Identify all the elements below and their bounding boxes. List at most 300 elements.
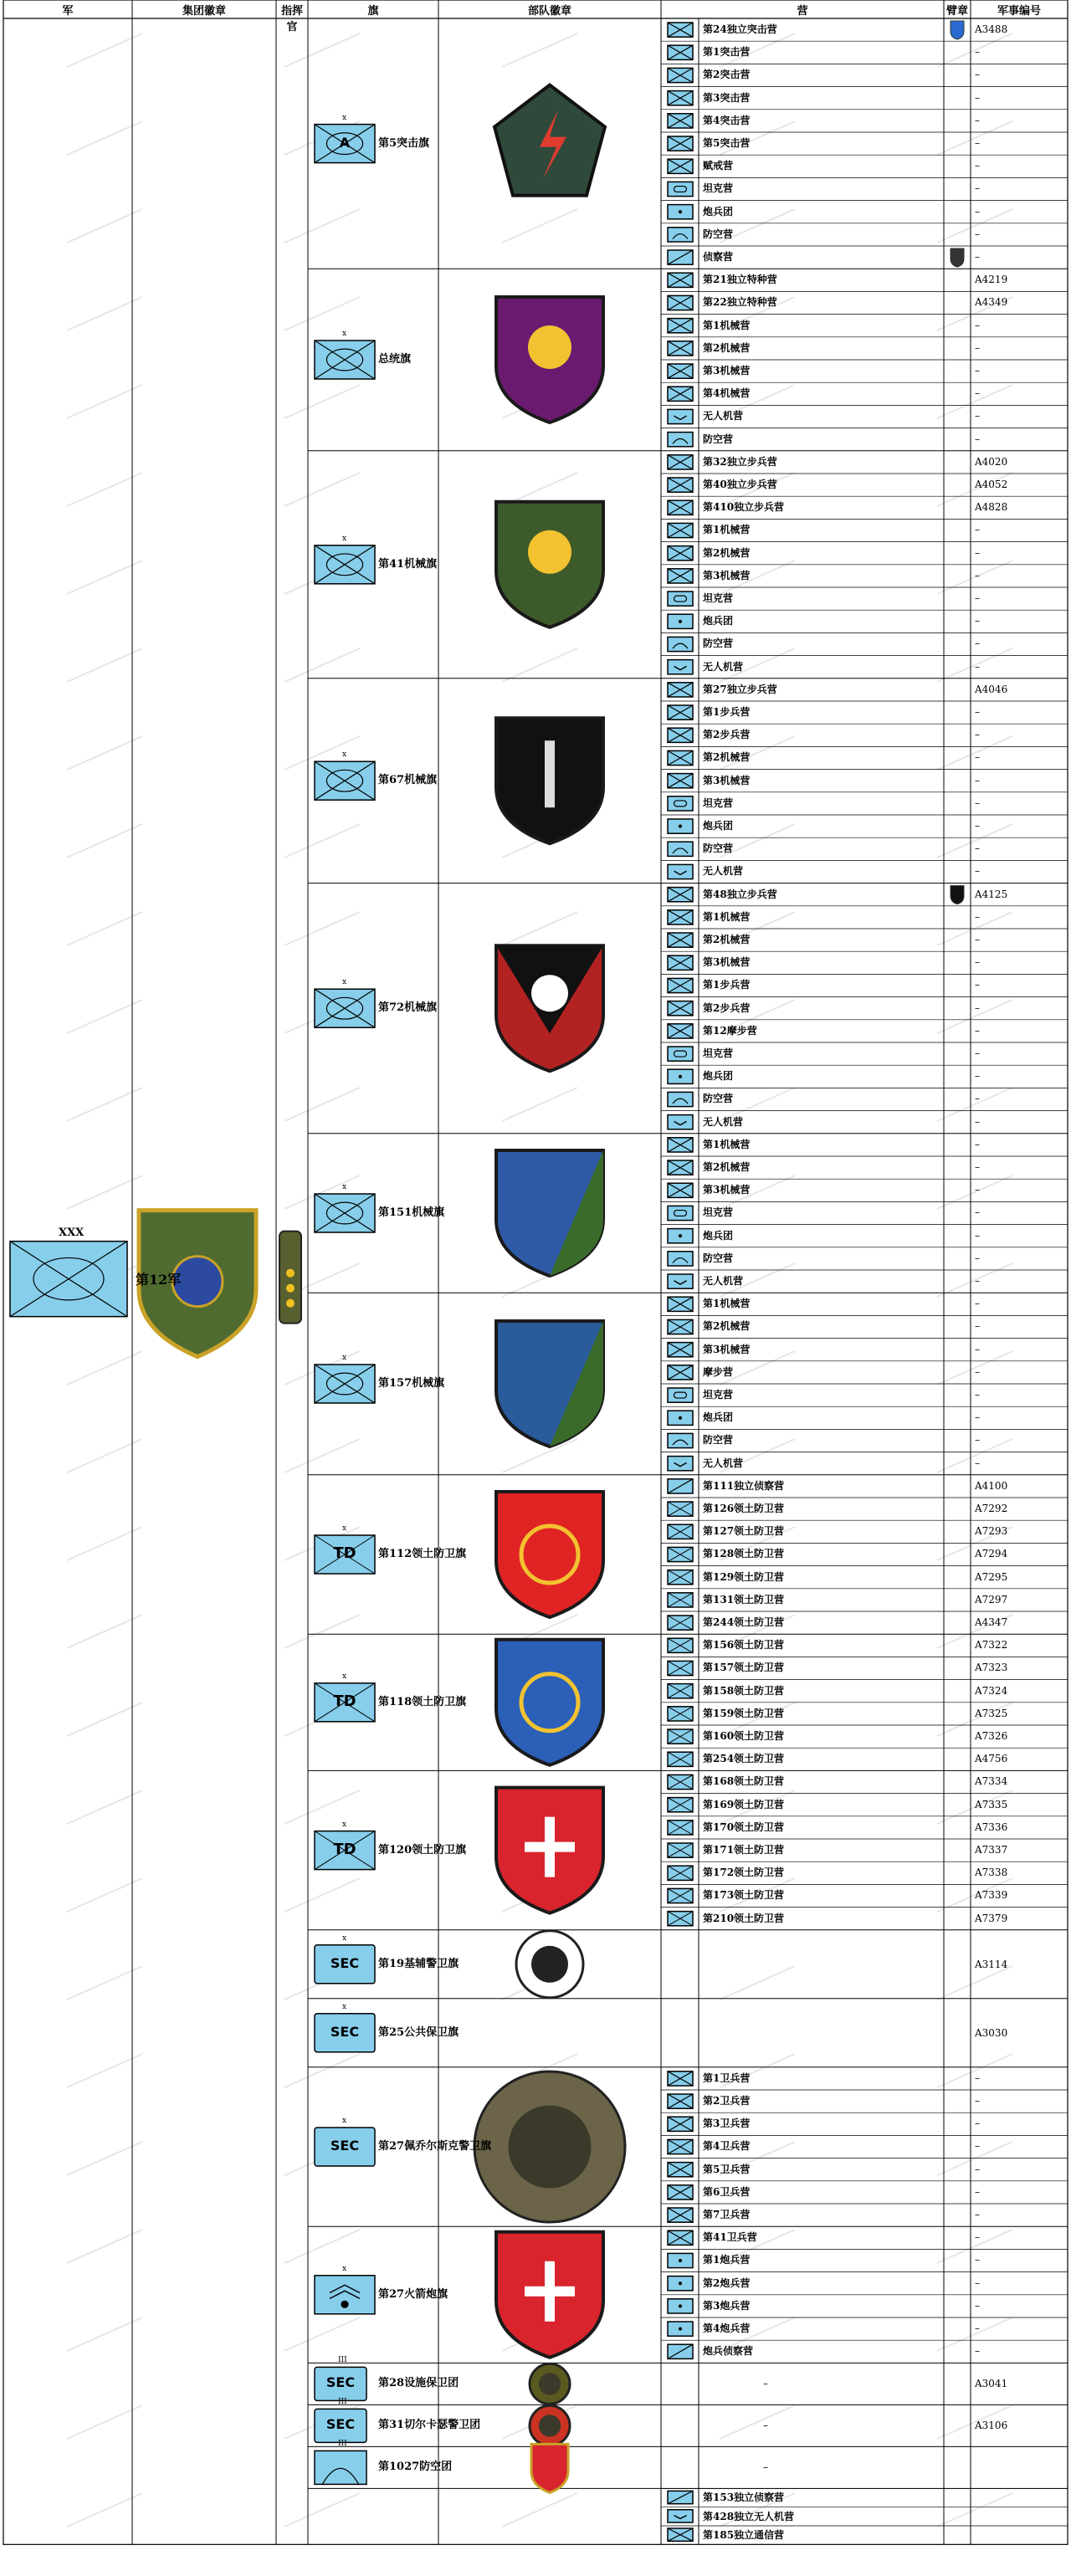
battalion-mil-id: – bbox=[975, 2072, 980, 2084]
brigade-echelon: III bbox=[338, 2398, 347, 2407]
battalion-mil-id: A7379 bbox=[975, 1912, 1008, 1924]
battalion-name: 赋戒营 bbox=[703, 160, 734, 172]
battalion-mil-id: – bbox=[975, 660, 980, 673]
battalion-name: 第1机械营 bbox=[703, 910, 751, 923]
watermark-mark bbox=[284, 648, 360, 682]
brigade-symbol-label: TD bbox=[333, 1840, 356, 1858]
battalion-mil-id: A7326 bbox=[975, 1730, 1008, 1742]
brigade-mil-id: A3106 bbox=[975, 2420, 1008, 2432]
brigade-name: 第41机械旗 bbox=[378, 557, 438, 571]
battalion-name: 第157领土防卫营 bbox=[703, 1662, 785, 1674]
battalion-mil-id: – bbox=[975, 410, 980, 423]
brigade-echelon: x bbox=[342, 1672, 347, 1681]
battalion-mil-id: – bbox=[975, 910, 980, 923]
brigade-echelon: x bbox=[342, 2117, 347, 2125]
watermark-mark bbox=[284, 1615, 360, 1648]
army-name: 第12军 bbox=[136, 1271, 182, 1288]
battalion-mil-id: – bbox=[975, 1229, 980, 1242]
watermark-mark bbox=[502, 1088, 577, 1121]
battalion-name: 第2炮兵营 bbox=[703, 2276, 751, 2289]
watermark-mark bbox=[67, 648, 142, 682]
battalion-mil-id: – bbox=[975, 341, 980, 354]
brigade-name: 第25公共保卫旗 bbox=[378, 2025, 459, 2039]
battalion-mil-id: A4100 bbox=[975, 1479, 1008, 1492]
watermark-mark bbox=[284, 385, 360, 418]
battalion-mil-id: – bbox=[975, 365, 980, 376]
watermark-mark bbox=[67, 385, 142, 418]
battalion-name: 第111独立侦察营 bbox=[703, 1479, 785, 1492]
watermark-mark bbox=[67, 2405, 142, 2439]
battalion-name: 第254领土防卫营 bbox=[703, 1753, 785, 1765]
battalion-name: 坦克营 bbox=[703, 1047, 734, 1059]
brigade-echelon: x bbox=[342, 978, 347, 987]
battalion-icon bbox=[668, 433, 693, 447]
battalion-name: 第2卫兵营 bbox=[703, 2095, 751, 2107]
watermark-mark bbox=[502, 912, 577, 945]
watermark-mark bbox=[67, 736, 142, 770]
watermark-mark bbox=[284, 473, 360, 506]
battalion-mil-id: A7325 bbox=[975, 1707, 1008, 1719]
battalion-name: 第160领土防卫营 bbox=[703, 1730, 785, 1742]
battalion-mil-id: – bbox=[975, 1024, 980, 1037]
watermark-mark bbox=[284, 912, 360, 945]
watermark-mark bbox=[67, 1878, 142, 1912]
battalion-name: 第12摩步营 bbox=[703, 1024, 757, 1037]
battalion-name: 防空营 bbox=[703, 1434, 734, 1447]
battalion-mil-id: A4347 bbox=[975, 1616, 1008, 1628]
battalion-mil-id: A4756 bbox=[975, 1753, 1008, 1765]
battalion-icon bbox=[668, 409, 693, 423]
battalion-mil-id: – bbox=[975, 979, 980, 991]
brigade-echelon: x bbox=[342, 1183, 347, 1191]
battalion-mil-id: – bbox=[975, 228, 980, 240]
battalion-icon bbox=[668, 1206, 693, 1220]
battalion-name: 第2机械营 bbox=[703, 341, 751, 354]
battalion-mil-id: A4349 bbox=[975, 296, 1008, 309]
battalion-mil-id: A4046 bbox=[975, 683, 1008, 695]
battalion-name: 第1机械营 bbox=[703, 1298, 751, 1310]
header-army: 军 bbox=[62, 5, 74, 18]
battalion-mil-id: – bbox=[975, 91, 980, 104]
battalion-mil-id: – bbox=[975, 2140, 980, 2153]
header-commander: 指挥官 bbox=[280, 5, 303, 33]
battalion-name: 第210领土防卫营 bbox=[703, 1912, 785, 1924]
battalion-icon bbox=[668, 1457, 693, 1471]
brigade-mil-id: A3030 bbox=[975, 2026, 1008, 2039]
battalion-name: 第27独立步兵营 bbox=[703, 683, 777, 695]
brigade-symbol bbox=[315, 2276, 375, 2314]
battalion-name: 第126领土防卫营 bbox=[703, 1503, 785, 1514]
watermark-mark bbox=[284, 2230, 360, 2263]
battalion-icon bbox=[668, 592, 693, 606]
brigade-mil-id: A3114 bbox=[975, 1958, 1008, 1970]
battalion-mil-id: – bbox=[975, 1115, 980, 1128]
battalion-name: 第2机械营 bbox=[703, 546, 751, 559]
battalion-name: 第5突击营 bbox=[703, 137, 751, 149]
battalion-name: 第159领土防卫营 bbox=[703, 1707, 785, 1719]
brigade-emblem bbox=[496, 1640, 603, 1765]
battalion-mil-id: – bbox=[975, 706, 980, 718]
battalion-mil-id: – bbox=[975, 569, 980, 581]
brigade-echelon: x bbox=[342, 1820, 347, 1829]
battalion-name: 无人机营 bbox=[703, 865, 744, 878]
brigade-echelon: III bbox=[338, 2356, 347, 2365]
watermark-mark bbox=[284, 824, 360, 858]
battalion-mil-id: A7295 bbox=[975, 1570, 1008, 1583]
battalion-name: 第3机械营 bbox=[703, 365, 751, 376]
battalion-mil-id: – bbox=[975, 433, 980, 445]
watermark-mark bbox=[67, 209, 142, 243]
battalion-patch bbox=[951, 886, 964, 904]
watermark-mark bbox=[67, 297, 142, 330]
battalion-mil-id: – bbox=[975, 615, 980, 627]
battalion-name: 第156领土防卫营 bbox=[703, 1639, 785, 1652]
battalion-name: 防空营 bbox=[703, 1093, 734, 1105]
battalion-name: 第2步兵营 bbox=[703, 1001, 751, 1014]
battalion-name: 炮兵团 bbox=[703, 1229, 734, 1242]
battalion-name: 第7卫兵营 bbox=[703, 2209, 751, 2220]
battalion-name: 第4炮兵营 bbox=[703, 2322, 751, 2334]
watermark-mark bbox=[284, 297, 360, 330]
battalion-mil-id: – bbox=[975, 2322, 980, 2334]
battalion-name: 第1机械营 bbox=[703, 1138, 751, 1150]
battalion-name: 无人机营 bbox=[703, 1115, 744, 1128]
brigade-symbol-label: TD bbox=[333, 1544, 356, 1562]
brigade-echelon: x bbox=[342, 750, 347, 760]
battalion-name: 第4突击营 bbox=[703, 114, 751, 126]
battalion-mil-id: – bbox=[975, 820, 980, 832]
brigade-name: 第19基辅警卫旗 bbox=[378, 1957, 459, 1970]
brigade-symbol-label: SEC bbox=[325, 2374, 356, 2391]
watermark-mark bbox=[67, 33, 142, 67]
battalion-name: 第3卫兵营 bbox=[703, 2118, 751, 2130]
watermark-mark bbox=[67, 1439, 142, 1472]
battalion-name: 第2步兵营 bbox=[703, 729, 751, 741]
watermark-mark bbox=[67, 1000, 142, 1033]
battalion-mil-id: – bbox=[975, 546, 980, 559]
watermark-mark bbox=[284, 1088, 360, 1121]
brigade-symbol bbox=[315, 2451, 366, 2484]
watermark-mark bbox=[284, 1439, 360, 1472]
battalion-name: 第41卫兵营 bbox=[703, 2231, 757, 2244]
battalion-name: 第2机械营 bbox=[703, 934, 751, 945]
battalion-mil-id: – bbox=[975, 251, 980, 263]
battalion-name: 炮兵团 bbox=[703, 1070, 734, 1083]
brigade-emblem bbox=[531, 2444, 568, 2492]
battalion-patch bbox=[951, 248, 964, 267]
brigade-name: 第151机械旗 bbox=[378, 1206, 445, 1219]
brigade-symbol-label: SEC bbox=[325, 2416, 356, 2433]
battalion-name: 坦克营 bbox=[703, 182, 734, 195]
watermark-mark bbox=[720, 1966, 795, 2000]
watermark-mark bbox=[284, 209, 360, 243]
extra-battalion-name: 第185独立通信营 bbox=[703, 2529, 785, 2541]
battalion-mil-id: – bbox=[975, 1434, 980, 1447]
brigade-echelon: x bbox=[342, 534, 347, 543]
battalion-name: 炮兵团 bbox=[703, 820, 734, 832]
battalion-mil-id: A4020 bbox=[975, 455, 1008, 468]
brigade-name: 第5突击旗 bbox=[378, 136, 430, 150]
watermark-mark bbox=[67, 824, 142, 858]
battalion-name: 第1突击营 bbox=[703, 46, 751, 59]
battalion-name: 第3机械营 bbox=[703, 1184, 751, 1196]
watermark-mark bbox=[67, 2230, 142, 2263]
battalion-name: 防空营 bbox=[703, 842, 734, 855]
watermark-mark bbox=[502, 209, 577, 243]
brigade-name: 第157机械旗 bbox=[378, 1377, 445, 1390]
watermark-mark bbox=[502, 648, 577, 682]
brigade-name: 第1027防空团 bbox=[378, 2461, 453, 2474]
battalion-mil-id: A7323 bbox=[975, 1662, 1008, 1674]
battalion-icon bbox=[668, 228, 693, 242]
watermark-mark bbox=[937, 2493, 1012, 2527]
watermark-mark bbox=[67, 473, 142, 506]
battalion-name: 炮兵侦察营 bbox=[703, 2345, 754, 2358]
battalion-name: 第4机械营 bbox=[703, 387, 751, 400]
battalion-mil-id: – bbox=[975, 865, 980, 878]
battalion-mil-id: – bbox=[975, 1161, 980, 1173]
battalion-name: 第410独立步兵营 bbox=[703, 501, 785, 514]
watermark-mark bbox=[937, 1966, 1012, 2000]
battalion-mil-id: – bbox=[975, 751, 980, 764]
battalion-mil-id: – bbox=[975, 319, 980, 331]
battalion-name: 无人机营 bbox=[703, 1275, 744, 1287]
army-echelon: XXX bbox=[59, 1226, 85, 1239]
brigade-name: 第67机械旗 bbox=[378, 774, 438, 787]
battalion-name: 第171领土防卫营 bbox=[703, 1844, 785, 1856]
battalion-name: 第22独立特种营 bbox=[703, 296, 777, 309]
watermark-mark bbox=[284, 1790, 360, 1824]
battalion-mil-id: – bbox=[975, 1070, 980, 1083]
battalion-mil-id: A7297 bbox=[975, 1593, 1008, 1606]
battalion-mil-id: – bbox=[975, 2276, 980, 2289]
battalion-name: 炮兵团 bbox=[703, 1411, 734, 1424]
battalion-mil-id: – bbox=[975, 842, 980, 855]
battalion-mil-id: A4828 bbox=[975, 501, 1008, 514]
battalion-name: 第32独立步兵营 bbox=[703, 455, 777, 468]
battalion-icon bbox=[668, 1115, 693, 1129]
battalion-name: 第3机械营 bbox=[703, 774, 751, 786]
battalion-mil-id: – bbox=[975, 934, 980, 945]
battalion-name: 侦察营 bbox=[703, 251, 734, 263]
battalion-mil-id: A7334 bbox=[975, 1775, 1008, 1788]
battalion-name: 第173领土防卫营 bbox=[703, 1889, 785, 1902]
battalion-name: 第21独立特种营 bbox=[703, 274, 777, 286]
battalion-name: 第3突击营 bbox=[703, 91, 751, 104]
battalion-icon bbox=[668, 1388, 693, 1402]
watermark-mark bbox=[284, 2317, 360, 2351]
brigade-battalion-placeholder: – bbox=[763, 2378, 768, 2390]
watermark-mark bbox=[67, 2142, 142, 2175]
battalion-mil-id: A7335 bbox=[975, 1798, 1008, 1810]
watermark-mark bbox=[67, 1351, 142, 1385]
battalion-mil-id: A7339 bbox=[975, 1889, 1008, 1902]
brigade-battalion-placeholder: – bbox=[763, 2461, 768, 2474]
battalion-mil-id: – bbox=[975, 46, 980, 59]
watermark-mark bbox=[720, 2405, 795, 2439]
battalion-mil-id: – bbox=[975, 729, 980, 741]
battalion-mil-id: – bbox=[975, 2345, 980, 2358]
battalion-name: 第1步兵营 bbox=[703, 706, 751, 718]
battalion-mil-id: – bbox=[975, 956, 980, 969]
brigade-echelon: x bbox=[342, 1354, 347, 1362]
battalion-name: 第2机械营 bbox=[703, 1161, 751, 1173]
battalion-mil-id: – bbox=[975, 1206, 980, 1219]
battalion-name: 第1机械营 bbox=[703, 319, 751, 331]
battalion-name: 第127领土防卫营 bbox=[703, 1525, 785, 1538]
brigade-symbol-label: A bbox=[339, 134, 351, 151]
brigade-echelon: x bbox=[342, 1524, 347, 1533]
battalion-name: 无人机营 bbox=[703, 410, 744, 423]
battalion-name: 第24独立突击营 bbox=[703, 23, 777, 35]
watermark-mark bbox=[67, 1527, 142, 1560]
watermark-mark bbox=[67, 1966, 142, 2000]
watermark-mark bbox=[67, 1790, 142, 1824]
battalion-name: 第2机械营 bbox=[703, 1320, 751, 1333]
brigade-symbol-label: SEC bbox=[330, 2023, 360, 2040]
battalion-name: 第169领土防卫营 bbox=[703, 1798, 785, 1810]
watermark-mark bbox=[284, 1878, 360, 1912]
header-mil-id: 军事编号 bbox=[997, 5, 1041, 18]
battalion-name: 坦克营 bbox=[703, 1389, 734, 1401]
battalion-mil-id: – bbox=[975, 1411, 980, 1424]
battalion-name: 第158领土防卫营 bbox=[703, 1684, 785, 1697]
battalion-name: 第244领土防卫营 bbox=[703, 1616, 785, 1628]
battalion-mil-id: – bbox=[975, 2095, 980, 2107]
header-patch: 臂章 bbox=[945, 5, 968, 18]
watermark-mark bbox=[284, 2054, 360, 2087]
header-brigade: 旗 bbox=[367, 5, 379, 18]
brigade-echelon: x bbox=[342, 330, 347, 338]
battalion-icon bbox=[668, 1047, 693, 1061]
extra-battalion-icon bbox=[668, 2510, 693, 2522]
battalion-mil-id: – bbox=[975, 69, 980, 81]
battalion-mil-id: – bbox=[975, 1252, 980, 1264]
brigade-symbol-label: SEC bbox=[330, 2138, 360, 2153]
battalion-icon bbox=[668, 637, 693, 651]
battalion-icon bbox=[668, 1252, 693, 1266]
battalion-mil-id: – bbox=[975, 2185, 980, 2198]
brigade-mil-id: A3041 bbox=[975, 2378, 1008, 2390]
extra-battalion-name: 第153独立侦察营 bbox=[703, 2491, 785, 2504]
brigade-echelon: x bbox=[342, 113, 347, 122]
battalion-mil-id: A7324 bbox=[975, 1684, 1008, 1697]
battalion-name: 坦克营 bbox=[703, 796, 734, 809]
battalion-name: 炮兵团 bbox=[703, 205, 734, 218]
battalion-name: 第5卫兵营 bbox=[703, 2163, 751, 2175]
brigade-name: 第27佩乔尔斯克警卫旗 bbox=[378, 2140, 492, 2153]
watermark-mark bbox=[67, 1615, 142, 1648]
battalion-mil-id: A7322 bbox=[975, 1639, 1008, 1652]
battalion-name: 第40独立步兵营 bbox=[703, 479, 777, 490]
battalion-name: 第168领土防卫营 bbox=[703, 1775, 785, 1788]
battalion-mil-id: A7294 bbox=[975, 1548, 1008, 1560]
battalion-name: 第1机械营 bbox=[703, 524, 751, 536]
battalion-mil-id: – bbox=[975, 796, 980, 809]
battalion-icon bbox=[668, 1274, 693, 1288]
battalion-mil-id: – bbox=[975, 2299, 980, 2312]
battalion-name: 第1卫兵营 bbox=[703, 2072, 751, 2084]
battalion-icon bbox=[668, 842, 693, 856]
battalion-mil-id: – bbox=[975, 1343, 980, 1355]
battalion-name: 第2机械营 bbox=[703, 751, 751, 764]
battalion-mil-id: – bbox=[975, 2118, 980, 2130]
watermark-mark bbox=[67, 1703, 142, 1736]
battalion-name: 防空营 bbox=[703, 433, 734, 445]
battalion-mil-id: – bbox=[975, 2231, 980, 2244]
battalion-mil-id: – bbox=[975, 2254, 980, 2266]
battalion-mil-id: – bbox=[975, 1138, 980, 1150]
battalion-mil-id: A7337 bbox=[975, 1844, 1008, 1856]
watermark-mark bbox=[67, 2054, 142, 2087]
brigade-name: 第120领土防卫旗 bbox=[378, 1843, 467, 1856]
battalion-name: 第1步兵营 bbox=[703, 979, 751, 991]
battalion-mil-id: – bbox=[975, 1320, 980, 1333]
brigade-name: 第112领土防卫旗 bbox=[378, 1548, 467, 1560]
battalion-name: 第131领土防卫营 bbox=[703, 1593, 785, 1606]
watermark-mark bbox=[284, 2493, 360, 2527]
battalion-name: 第4卫兵营 bbox=[703, 2140, 751, 2153]
battalion-patch bbox=[951, 21, 964, 39]
battalion-mil-id: – bbox=[975, 1047, 980, 1059]
battalion-mil-id: A4219 bbox=[975, 274, 1008, 286]
battalion-mil-id: – bbox=[975, 1298, 980, 1310]
battalion-name: 第3机械营 bbox=[703, 569, 751, 581]
brigade-name: 第72机械旗 bbox=[378, 1001, 438, 1015]
battalion-mil-id: – bbox=[975, 160, 980, 172]
battalion-icon bbox=[668, 182, 693, 196]
brigade-name: 第118领土防卫旗 bbox=[378, 1695, 467, 1708]
watermark-mark bbox=[67, 912, 142, 945]
header-unit-emblem: 部队徽章 bbox=[527, 5, 571, 18]
battalion-name: 防空营 bbox=[703, 228, 734, 240]
battalion-mil-id: – bbox=[975, 1457, 980, 1469]
battalion-name: 第172领土防卫营 bbox=[703, 1867, 785, 1879]
brigade-name: 第27火箭炮旗 bbox=[378, 2287, 448, 2301]
header-corps-emblem: 集团徽章 bbox=[182, 5, 226, 18]
battalion-mil-id: A7292 bbox=[975, 1503, 1008, 1514]
battalion-name: 防空营 bbox=[703, 638, 734, 650]
battalion-name: 无人机营 bbox=[703, 660, 744, 673]
battalion-mil-id: – bbox=[975, 387, 980, 400]
battalion-icon bbox=[668, 864, 693, 878]
watermark-mark bbox=[67, 2317, 142, 2351]
battalion-mil-id: – bbox=[975, 638, 980, 650]
battalion-mil-id: – bbox=[975, 1275, 980, 1287]
brigade-battalion-placeholder: – bbox=[763, 2420, 768, 2432]
brigade-name: 总统旗 bbox=[378, 353, 412, 366]
battalion-name: 第2突击营 bbox=[703, 69, 751, 81]
battalion-mil-id: – bbox=[975, 114, 980, 126]
battalion-mil-id: A3488 bbox=[975, 23, 1008, 35]
battalion-mil-id: A4125 bbox=[975, 888, 1008, 900]
brigade-symbol-label: SEC bbox=[330, 1954, 360, 1971]
battalion-name: 第128领土防卫营 bbox=[703, 1548, 785, 1560]
battalion-mil-id: A7336 bbox=[975, 1821, 1008, 1833]
brigade-symbol-label: TD bbox=[333, 1692, 356, 1710]
battalion-mil-id: – bbox=[975, 1093, 980, 1105]
header-battalion: 营 bbox=[797, 5, 808, 18]
battalion-name: 第129领土防卫营 bbox=[703, 1570, 785, 1583]
watermark-mark bbox=[67, 1175, 142, 1209]
brigade-echelon: x bbox=[342, 2264, 347, 2273]
battalion-mil-id: – bbox=[975, 137, 980, 149]
battalion-icon bbox=[668, 796, 693, 811]
watermark-mark bbox=[502, 33, 577, 67]
battalion-icon bbox=[668, 1433, 693, 1447]
watermark-mark bbox=[67, 1088, 142, 1121]
battalion-mil-id: – bbox=[975, 774, 980, 786]
